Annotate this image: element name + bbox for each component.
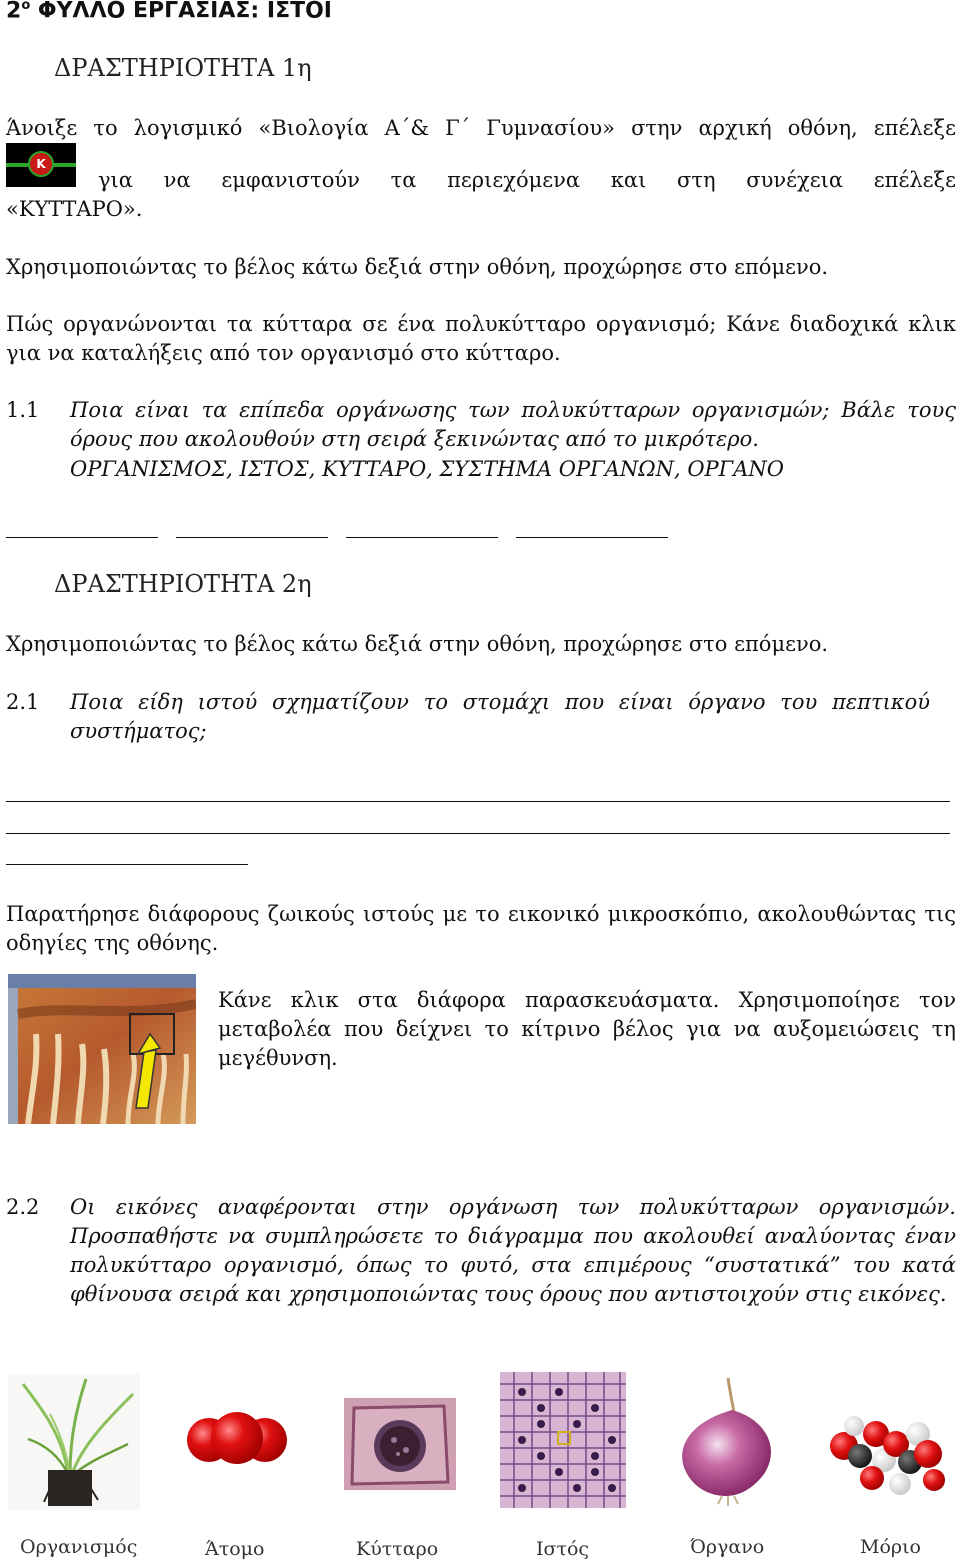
- virtual-microscope-image: [8, 974, 196, 1124]
- activity-1-paragraph-2: Χρησιμοποιώντας το βέλος κάτω δεξιά στην οθόνη, προχώρησε στο επόμενο.: [6, 255, 829, 279]
- answer-line-4[interactable]: [516, 537, 668, 538]
- label-organ: Όργανο: [690, 1536, 765, 1558]
- page-title: [6, 0, 332, 23]
- label-organism: Οργανισμός: [20, 1536, 138, 1558]
- question-1-1-number: 1.1: [6, 398, 40, 422]
- answer-line-1[interactable]: [6, 537, 158, 538]
- answer-line-2[interactable]: [176, 537, 328, 538]
- answer-line-7[interactable]: [6, 864, 248, 865]
- activity-2-heading: ΔΡΑΣΤΗΡΙΟΤΗΤΑ 2η: [54, 570, 312, 598]
- question-1-1-text: Ποια είναι τα επίπεδα οργάνωσης των πολυκύτταρων οργανισμών; Βάλε τους όρους που ακολουθούν στη σειρά ξεκινώντας από το μικρότερο.: [70, 398, 956, 451]
- question-1-1-terms: ΟΡΓΑΝΙΣΜΟΣ, ΙΣΤΟΣ, ΚΥΤΤΑΡΟ, ΣΥΣΤΗΜΑ ΟΡΓΑΝΩΝ, ΟΡΓΑΝΟ: [70, 457, 784, 481]
- plant-organism-image: [8, 1374, 140, 1510]
- activity-1-intro-line3: «ΚΥΤΤΑΡΟ».: [6, 197, 143, 221]
- question-2-2-number: 2.2: [6, 1195, 40, 1219]
- k-letter: K: [28, 151, 54, 177]
- title-text: ΦΥΛΛΟ ΕΡΓΑΣΙΑΣ: ΙΣΤΟΙ: [30, 0, 332, 24]
- activity-1-intro-line1: Άνοιξε το λογισμικό «Βιολογία Α΄& Γ΄ Γυμνασίου» στην αρχική οθόνη, επέλεξε: [6, 116, 956, 140]
- question-2-1-text: Ποια είδη ιστού σχηματίζουν το στομάχι που είναι όργανο του πεπτικού συστήματος;: [70, 690, 930, 743]
- title-sup: ο: [21, 0, 31, 13]
- answer-line-5[interactable]: [6, 801, 950, 802]
- cell-image: [344, 1398, 456, 1490]
- activity-2-paragraph-1: Χρησιμοποιώντας το βέλος κάτω δεξιά στην οθόνη, προχώρησε στο επόμενο.: [6, 632, 829, 656]
- organ-onion-image: [668, 1372, 786, 1508]
- label-atom: Άτομο: [205, 1538, 265, 1560]
- activity-2-paragraph-2: Παρατήρησε διάφορους ζωικούς ιστούς με το εικονικό μικροσκόπιο, ακολουθώντας τις οδηγίες της οθόνης.: [6, 902, 956, 955]
- molecule-image: [826, 1404, 950, 1500]
- question-2-1-number: 2.1: [6, 690, 40, 714]
- k-menu-icon: [6, 143, 76, 187]
- label-tissue: Ιστός: [536, 1538, 590, 1560]
- tissue-image: [500, 1372, 626, 1508]
- question-2-2-text: Οι εικόνες αναφέρονται στην οργάνωση των πολυκύτταρων οργανισμών. Προσπαθήστε να συμπληρώσετε το διάγραμμα που ακολουθεί αναλύοντας έναν πολυκύτταρο οργανισμό, όπως το φυτό, στα επιμέρους “συστατικά” του κατά φθίνουσα σειρά και χρησιμοποιώντας τους όρους που αντιστοιχούν στις εικόνες.: [70, 1195, 956, 1306]
- label-cell: Κύτταρο: [356, 1538, 439, 1560]
- label-molecule: Μόριο: [860, 1536, 921, 1558]
- answer-line-6[interactable]: [6, 833, 950, 834]
- activity-1-paragraph-3: Πώς οργανώνονται τα κύτταρα σε ένα πολυκύτταρο οργανισμό; Κάνε διαδοχικά κλικ για να καταλήξεις από τον οργανισμό στο κύτταρο.: [6, 312, 956, 365]
- activity-1-intro-line2: για να εμφανιστούν τα περιεχόμενα και στη συνέχεια επέλεξε: [98, 168, 956, 192]
- atom-image: [185, 1400, 290, 1480]
- answer-line-3[interactable]: [346, 537, 498, 538]
- title-number: 2: [6, 0, 22, 24]
- activity-1-heading: ΔΡΑΣΤΗΡΙΟΤΗΤΑ 1η: [54, 54, 312, 82]
- activity-2-paragraph-3: Κάνε κλικ στα διάφορα παρασκευάσματα. Χρησιμοποίησε τον μεταβολέα που δείχνει το κίτρινο βέλος για να αυξομειώσεις τη μεγέθυνση.: [218, 988, 956, 1070]
